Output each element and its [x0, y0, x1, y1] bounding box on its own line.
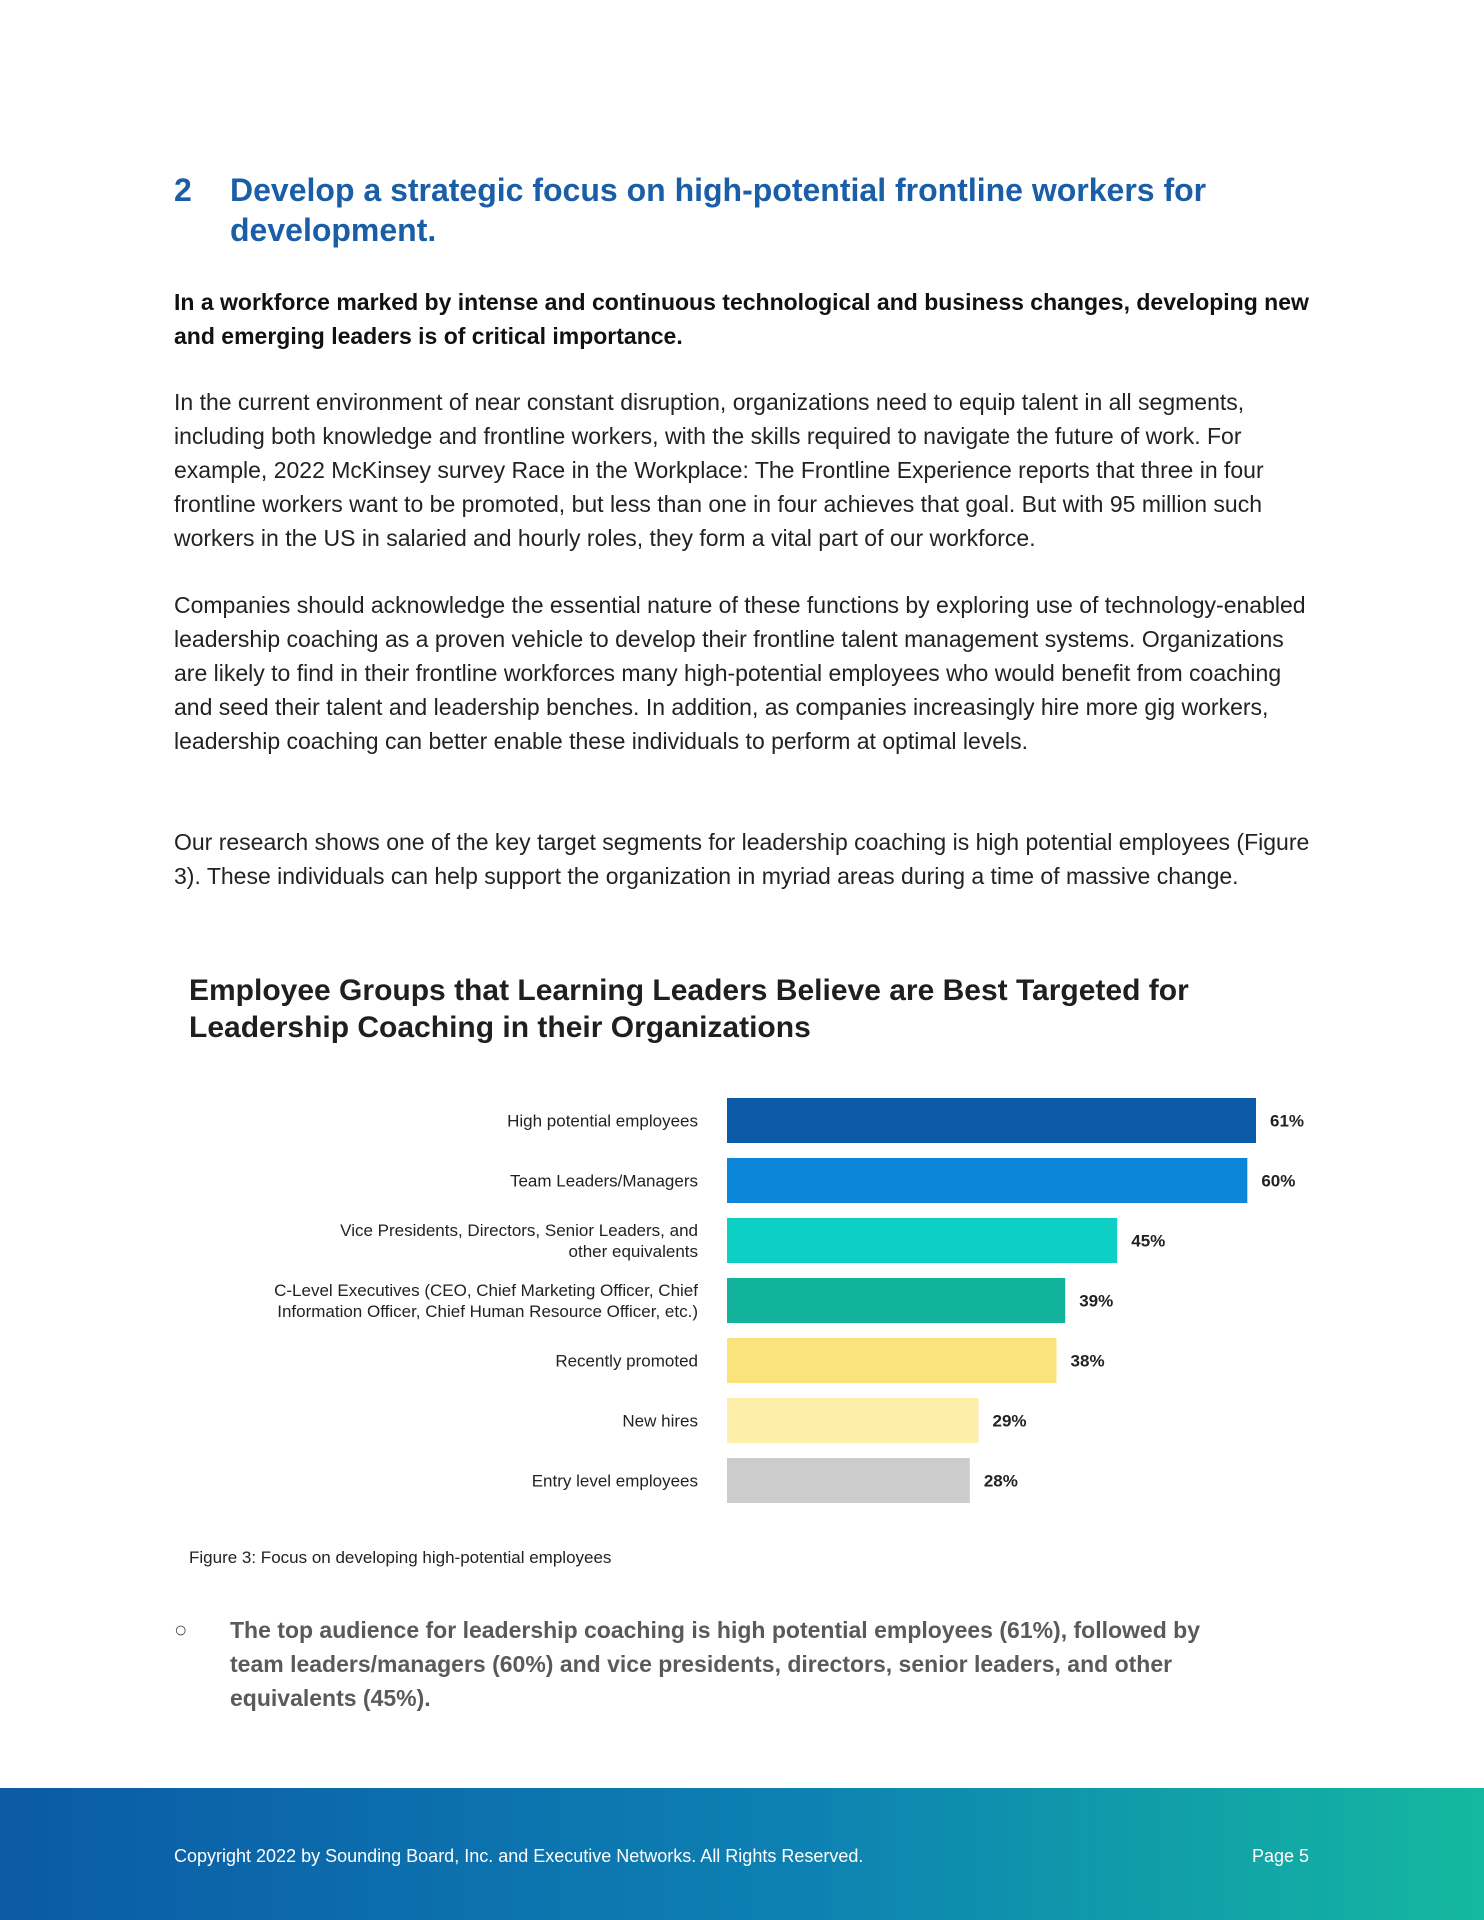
bar	[727, 1278, 1065, 1323]
lead-paragraph: In a workforce marked by intense and continuous technological and business changes, developing new and emerging leaders is of critical importance.	[174, 289, 1309, 349]
section-number: 2	[174, 172, 192, 208]
bar	[727, 1218, 1117, 1263]
bar	[727, 1458, 970, 1503]
category-label: Team Leaders/Managers	[509, 1171, 698, 1191]
category-label: Recently promoted	[555, 1351, 698, 1371]
bar-value-label: 29%	[992, 1411, 1027, 1431]
section-title: Develop a strategic focus on high-potential frontline workers for development.	[230, 172, 1207, 248]
chart-title: Employee Groups that Learning Leaders Believe are Best Targeted for Leadership Coaching in their Organizations	[189, 974, 1189, 1044]
category-label: Entry level employees	[531, 1471, 698, 1491]
bar	[727, 1158, 1247, 1203]
bar-value-label: 38%	[1070, 1351, 1105, 1371]
category-label: C-Level Executives (CEO, Chief Marketing Officer, Chief Information Officer, Chief Human Resource Officer, etc.)	[274, 1281, 698, 1321]
category-label: Vice Presidents, Directors, Senior Leaders, and other equivalents	[340, 1221, 698, 1261]
section-heading	[174, 170, 1314, 250]
page-number: Page 5	[1251, 1846, 1309, 1866]
bullet-text: The top audience for leadership coaching is high potential employees (61%), followed by team leaders/managers (60%) and vice presidents, directors, senior leaders, and other equivalents (45%).	[230, 1617, 1200, 1711]
figure-caption: Figure 3: Focus on developing high-potential employees	[189, 1548, 612, 1567]
bullet-marker: ○	[174, 1617, 188, 1642]
bar-chart	[180, 1080, 1330, 1520]
category-label: High potential employees	[507, 1111, 698, 1131]
bar-value-label: 28%	[983, 1471, 1018, 1491]
body-paragraph: Companies should acknowledge the essential nature of these functions by exploring use of technology-enabled leadership coaching as a proven vehicle to develop their frontline talent management systems. Organizations are likely to find in their frontline workforces many high-potential employees who would benefit from coaching and seed their talent and leadership benches. In addition, as companies increasingly hire more gig workers, leadership coaching can better enable these individuals to perform at optimal levels.	[174, 592, 1306, 754]
bar-value-label: 39%	[1079, 1291, 1114, 1311]
category-label: New hires	[622, 1411, 698, 1431]
bar-value-label: 60%	[1261, 1171, 1296, 1191]
copyright-text: Copyright 2022 by Sounding Board, Inc. and Executive Networks. All Rights Reserved.	[174, 1846, 864, 1866]
bar	[727, 1398, 978, 1443]
bar-value-label: 45%	[1131, 1231, 1166, 1251]
bar	[727, 1338, 1057, 1383]
bar	[727, 1098, 1256, 1143]
body-paragraph: Our research shows one of the key target segments for leadership coaching is high potential employees (Figure 3). These individuals can help support the organization in myriad areas during a time of massive change.	[174, 829, 1310, 889]
page-footer	[0, 1788, 1484, 1920]
bullet-item	[174, 1613, 1224, 1715]
body-paragraph: In the current environment of near constant disruption, organizations need to equip talent in all segments, including both knowledge and frontline workers, with the skills required to navigate the future of work. For example, 2022 McKinsey survey Race in the Workplace: The Frontline Experience reports that three in four frontline workers want to be promoted, but less than one in four achieves that goal. But with 95 million such workers in the US in salaried and hourly roles, they form a vital part of our workforce.	[174, 389, 1264, 551]
bar-value-label: 61%	[1270, 1111, 1305, 1131]
